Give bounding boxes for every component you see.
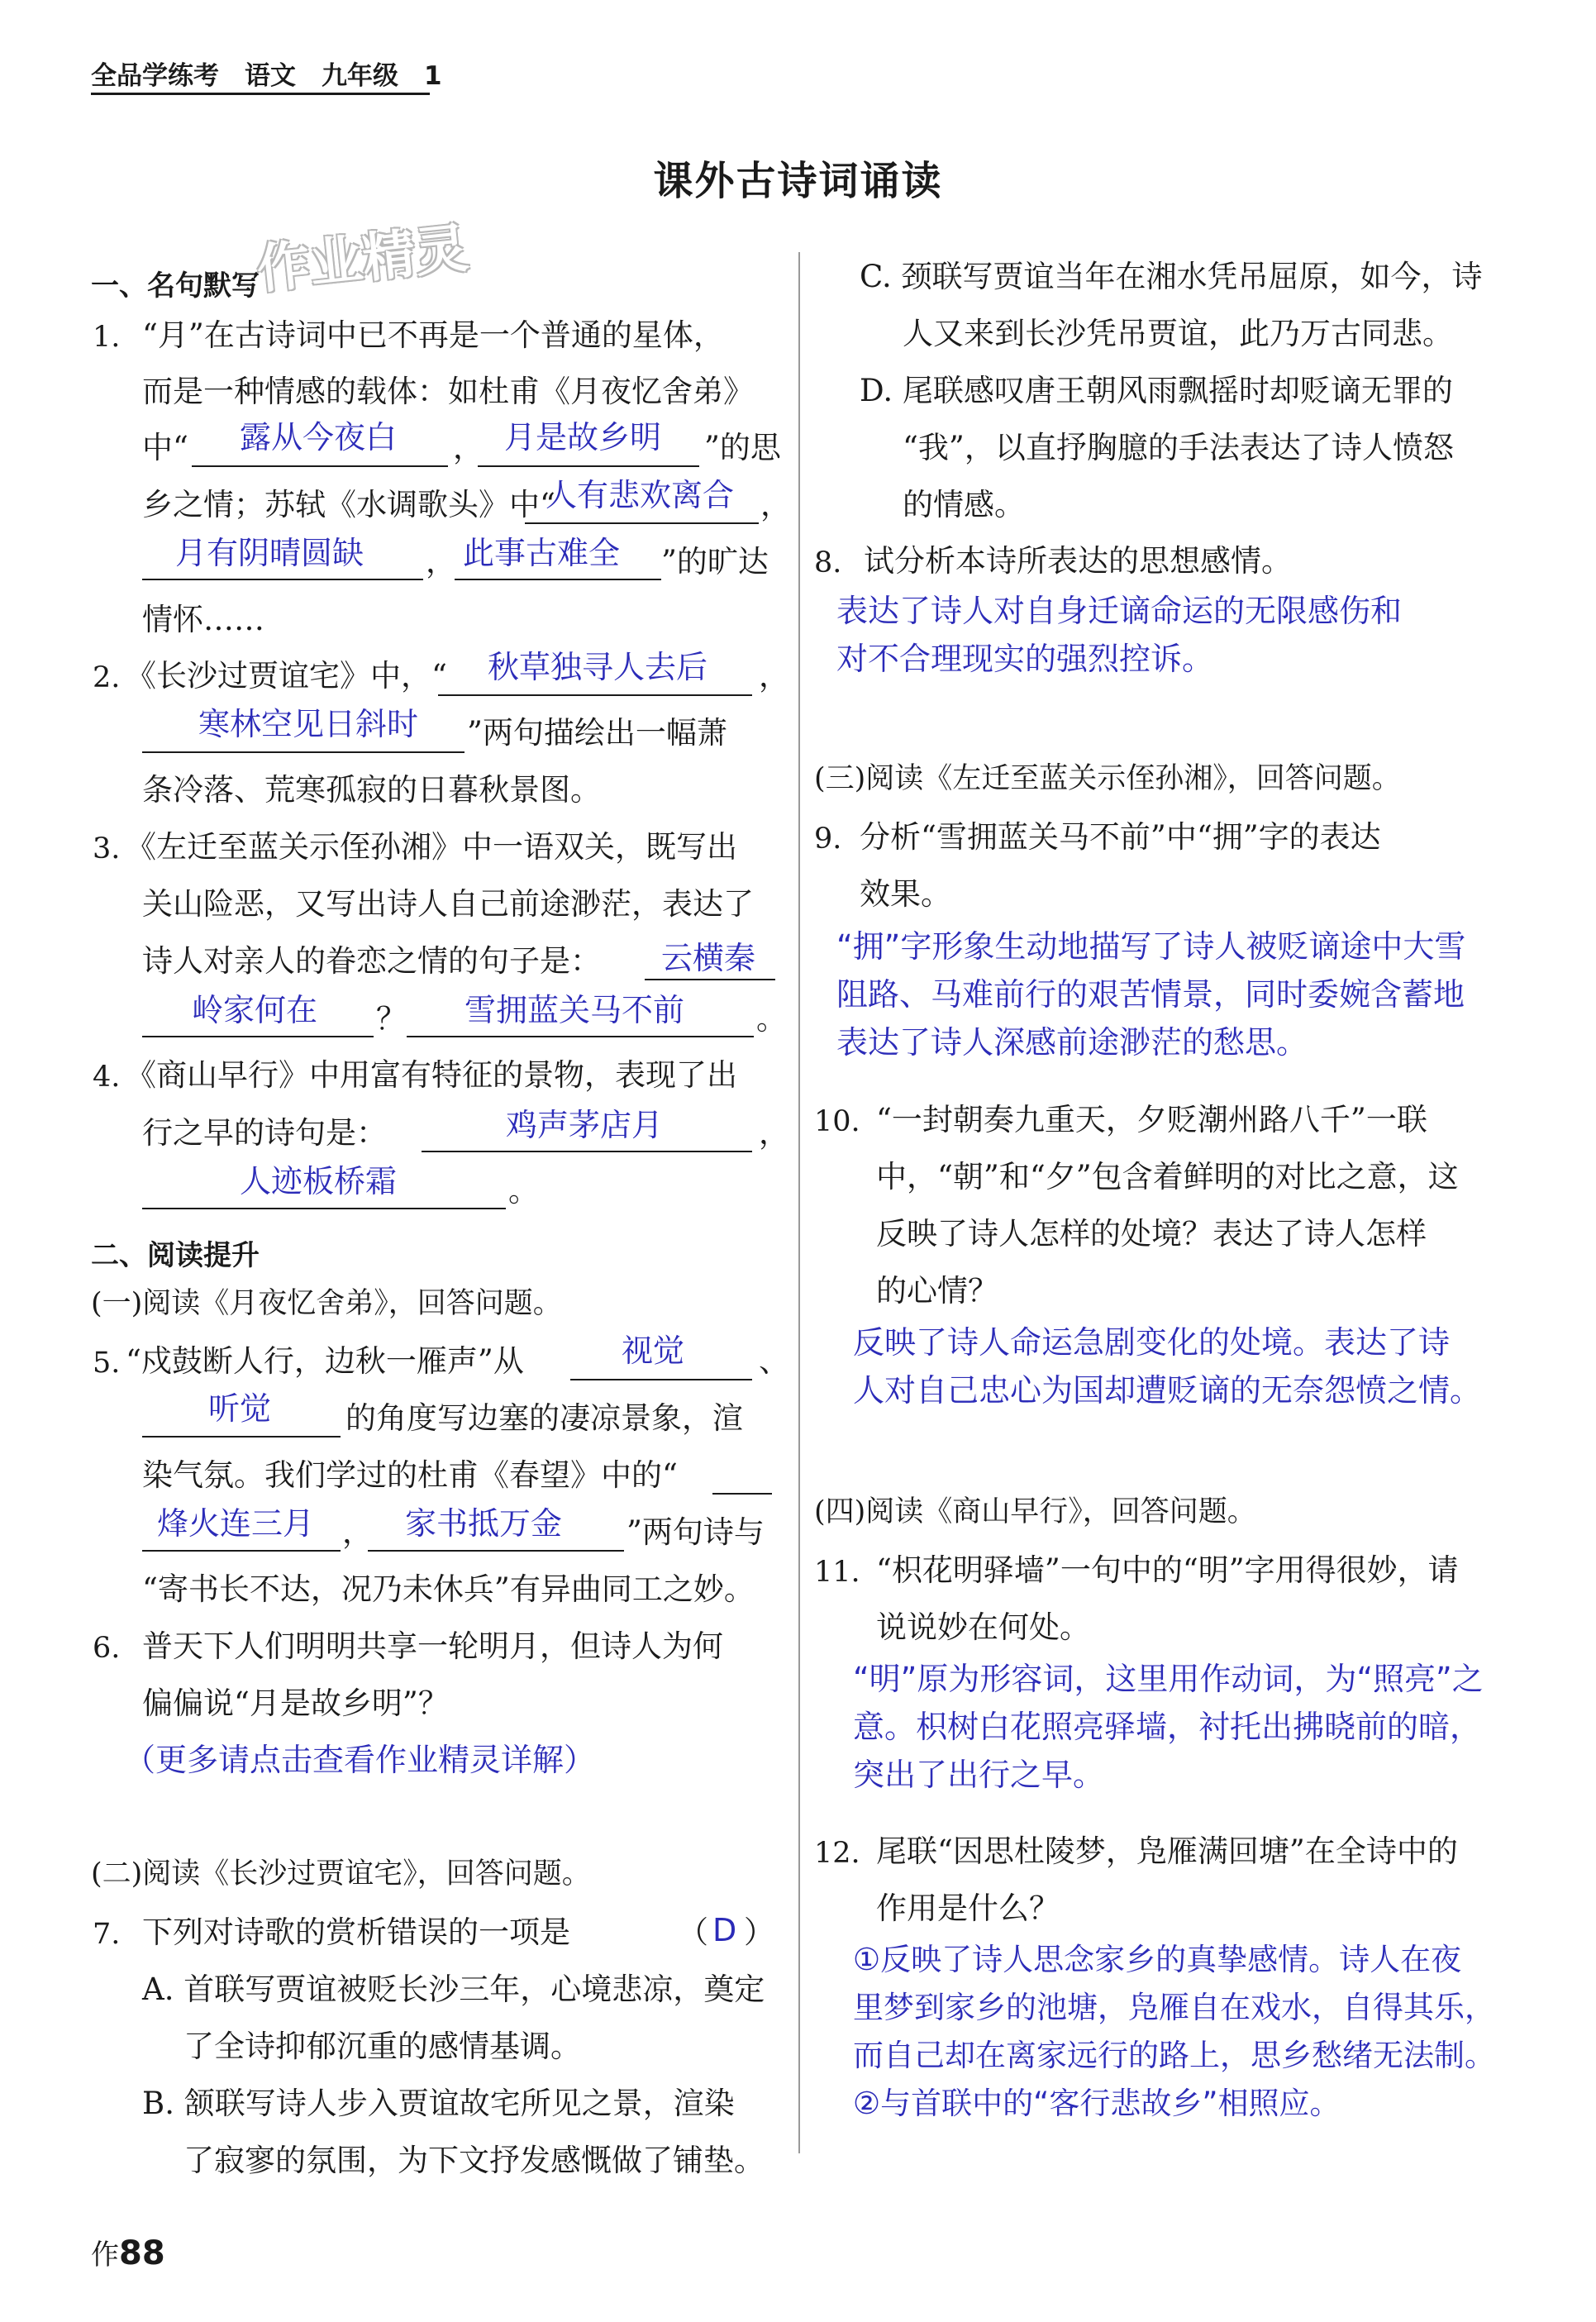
q2-line2: ”两句描绘出一幅萧 <box>467 715 727 751</box>
q5-blank1 <box>570 1379 752 1380</box>
q9-line1: 分析“雪拥蓝关马不前”中“拥”字的表达 <box>860 819 1381 855</box>
q1-blank3 <box>525 522 759 524</box>
q5-blank3 <box>142 1550 341 1552</box>
page-title: 课外古诗词诵读 <box>653 158 943 204</box>
q7-option-a-line1: A. 首联写贾谊被贬长沙三年，心境悲凉，奠定 <box>142 1972 765 2007</box>
page-number <box>91 2232 165 2272</box>
q3-answer2: 岭家何在 <box>192 992 318 1028</box>
q7-option-c-line1: C. 颈联写贾谊当年在湘水凭吊屈原，如今，诗 <box>860 259 1483 294</box>
q3-blank2 <box>142 1036 374 1037</box>
q12-answer-line4: ②与首联中的“客行悲故乡”相照应。 <box>853 2086 1341 2121</box>
q10-line4: 的心情？ <box>876 1273 998 1309</box>
q7-option-d-line3: 的情感。 <box>903 487 1025 522</box>
q5-line5: “寄书长不达，况乃未休兵”有异曲同工之妙。 <box>142 1571 755 1607</box>
page-number-value: 88 <box>119 2234 165 2272</box>
q2-blank2 <box>142 751 465 753</box>
section-heading-1: 一、名句默写 <box>91 269 260 303</box>
q6-line2: 偏偏说“月是故乡明”？ <box>142 1685 449 1721</box>
part4-heading: (四)阅读《商山早行》，回答问题。 <box>814 1495 1256 1528</box>
q3-number: 3. <box>93 832 121 865</box>
q10-number: 10. <box>814 1105 860 1138</box>
q4-blank1 <box>422 1151 752 1152</box>
q10-line1: “一封朝奏九重天，夕贬潮州路八千”一联 <box>876 1102 1427 1137</box>
q1-line2: 而是一种情感的载体：如杜甫《月夜忆舍弟》 <box>142 374 754 409</box>
part3-heading: (三)阅读《左迁至蓝关示侄孙湘》，回答问题。 <box>814 762 1401 795</box>
q12-line2: 作用是什么？ <box>876 1890 1060 1926</box>
q3-blank3 <box>407 1036 754 1037</box>
q5-answer2: 听觉 <box>208 1390 272 1427</box>
q2-answer2: 寒林空见日斜时 <box>198 706 419 742</box>
q12-line1: 尾联“因思杜陵梦，凫雁满回塘”在全诗中的 <box>876 1833 1458 1869</box>
q5-line2: 的角度写边塞的凄凉景象，渲 <box>345 1400 743 1436</box>
q7-answer: D <box>712 1912 737 1948</box>
q3-line2: 关山险恶，又写出诗人自己前途渺茫，表达了 <box>142 886 754 922</box>
q8-line1: 试分析本诗所表达的思想感情。 <box>864 543 1292 579</box>
q1-answer3: 人有悲欢离合 <box>545 477 735 513</box>
q12-answer-line1: ①反映了诗人思念家乡的真挚感情。诗人在夜 <box>853 1942 1462 1977</box>
q7-option-b-line2: 了寂寥的氛围，为下文抒发感慨做了铺垫。 <box>183 2143 765 2178</box>
q1-blank2 <box>478 465 699 467</box>
q9-answer-line2: 阻路、马难前行的艰苦情景，同时委婉含蓄地 <box>836 976 1465 1013</box>
q12-number: 12. <box>814 1837 860 1870</box>
q12-answer-line2: 里梦到家乡的池塘，凫雁自在戏水，自得其乐， <box>853 1990 1495 2025</box>
q5-number: 5. <box>93 1347 121 1380</box>
q10-line2: 中，“朝”和“夕”包含着鲜明的对比之意，这 <box>876 1159 1459 1194</box>
q1-blank5 <box>455 579 661 580</box>
q7-paren-left: （ <box>678 1914 708 1950</box>
q1-answer2: 月是故乡明 <box>504 419 662 455</box>
q8-answer-line2: 对不合理现实的强烈控诉。 <box>836 641 1214 677</box>
q3-line4a: ？ <box>376 1001 407 1037</box>
q7-stem: 下列对诗歌的赏析错误的一项是 <box>142 1914 570 1950</box>
q11-answer-line3: 突出了出行之早。 <box>853 1757 1105 1793</box>
page-label: 作 <box>91 2239 119 2272</box>
q1-answer5: 此事古难全 <box>463 535 621 571</box>
q1-answer4: 月有阴晴圆缺 <box>175 535 364 571</box>
q5-answer3: 烽火连三月 <box>157 1505 315 1542</box>
q1-number: 1. <box>93 321 121 354</box>
column-divider <box>798 252 800 2153</box>
q6-line1: 普天下人们明明共享一轮明月，但诗人为何 <box>142 1628 723 1664</box>
q7-option-b-line1: B. 颔联写诗人步入贾谊故宅所见之景，渲染 <box>142 2086 735 2121</box>
q5-line3: 染气氛。我们学过的杜甫《春望》中的“ <box>142 1457 678 1493</box>
q2-number: 2. <box>93 661 121 694</box>
q5-answer4: 家书抵万金 <box>405 1505 563 1542</box>
q5-blank4 <box>368 1550 624 1552</box>
q5-line1b: 、 <box>759 1343 789 1379</box>
watermark-logo: 作业精灵 <box>254 217 471 302</box>
q1-line1: “月”在古诗词中已不再是一个普通的星体， <box>142 317 724 353</box>
q3-line3: 诗人对亲人的眷恋之情的句子是： <box>142 943 601 979</box>
q6-answer-link[interactable]: （更多请点击查看作业精灵详解） <box>124 1742 596 1778</box>
q1-line3c: ”的思 <box>704 430 781 465</box>
q3-line1: 《左迁至蓝关示侄孙湘》中一语双关，既写出 <box>126 829 737 865</box>
header-rule <box>91 93 430 95</box>
q3-answer3: 雪拥蓝关马不前 <box>465 992 685 1028</box>
q9-answer-line1: “拥”字形象生动地描写了诗人被贬谪途中大雪 <box>836 928 1466 965</box>
q5-blank2 <box>142 1436 341 1438</box>
q3-answer1: 云横秦 <box>661 940 756 976</box>
q1-line5a: ， <box>426 544 456 579</box>
q7-number: 7. <box>93 1918 121 1951</box>
q12-answer-line3: 而自己却在离家远行的路上，思乡愁绪无法制。 <box>853 2038 1495 2073</box>
q10-answer-line2: 人对自己忠心为国却遭贬谪的无奈怨愤之情。 <box>853 1372 1482 1409</box>
q4-answer2: 人迹板桥霜 <box>240 1163 398 1199</box>
q4-number: 4. <box>93 1061 121 1094</box>
q1-line3b: ， <box>453 430 484 465</box>
q11-answer-line1: “明”原为形容词，这里用作动词，为“照亮”之 <box>853 1661 1484 1697</box>
q1-answer1: 露从今夜白 <box>240 419 398 455</box>
q3-blank1 <box>645 979 775 980</box>
q9-number: 9. <box>814 822 842 856</box>
q5-line4a: ， <box>342 1514 373 1550</box>
q4-line2b: ， <box>759 1115 789 1151</box>
q9-answer-line3: 表达了诗人深感前途渺茫的愁思。 <box>836 1024 1308 1061</box>
q11-line2: 说说妙在何处。 <box>876 1609 1090 1645</box>
q4-blank2 <box>142 1208 506 1209</box>
q2-blank1 <box>438 694 752 696</box>
q11-line1: “枳花明驿墙”一句中的“明”字用得很妙，请 <box>876 1552 1459 1588</box>
q1-line5b: ”的旷达 <box>661 544 769 579</box>
section-heading-2: 二、阅读提升 <box>91 1239 260 1272</box>
q5-line1a: “戍鼓断人行，边秋一雁声”从 <box>126 1343 524 1379</box>
q7-option-a-line2: 了全诗抑郁沉重的感情基调。 <box>183 2029 581 2064</box>
q1-blank1 <box>192 465 448 467</box>
q6-number: 6. <box>93 1632 121 1665</box>
q7-option-c-line2: 人又来到长沙凭吊贾谊，此乃万古同悲。 <box>903 316 1453 351</box>
q7-paren-right: ） <box>744 1914 774 1950</box>
q5-blank3a <box>712 1493 772 1495</box>
q1-blank4 <box>142 579 423 580</box>
q2-line1b: ， <box>759 658 789 694</box>
q7-option-d-line1: D. 尾联感叹唐王朝风雨飘摇时却贬谪无罪的 <box>860 373 1453 408</box>
part1-heading: (一)阅读《月夜忆舍弟》，回答问题。 <box>91 1287 562 1320</box>
book-header: 全品学练考 语文 九年级 1 <box>91 61 442 91</box>
q1-line4a: 乡之情；苏轼《水调歌头》中“ <box>142 487 555 522</box>
q9-line2: 效果。 <box>860 876 951 912</box>
q2-line1a: 《长沙过贾谊宅》中，“ <box>126 658 447 694</box>
q11-number: 11. <box>814 1556 860 1589</box>
q8-number: 8. <box>814 546 842 579</box>
part2-heading: (二)阅读《长沙过贾谊宅》，回答问题。 <box>91 1857 591 1890</box>
q8-answer-line1: 表达了诗人对自身迁谪命运的无限感伤和 <box>836 593 1403 629</box>
q4-line3: 。 <box>508 1173 539 1209</box>
q10-answer-line1: 反映了诗人命运急剧变化的处境。表达了诗 <box>853 1324 1451 1361</box>
q4-line1: 《商山早行》中用富有特征的景物，表现了出 <box>126 1057 737 1093</box>
q1-line3a: 中“ <box>142 430 188 465</box>
q10-line3: 反映了诗人怎样的处境？表达了诗人怎样 <box>876 1216 1427 1252</box>
q3-line4b: 。 <box>756 1001 787 1037</box>
q2-answer1: 秋草独寻人去后 <box>488 649 708 685</box>
q5-answer1: 视觉 <box>622 1333 685 1369</box>
q1-line6: 情怀…… <box>142 602 264 637</box>
q2-line3: 条冷落、荒寒孤寂的日暮秋景图。 <box>142 772 601 808</box>
q1-line4b: ， <box>760 487 791 522</box>
q11-answer-line2: 意。枳树白花照亮驿墙，衬托出拂晓前的暗， <box>853 1709 1482 1745</box>
q4-answer1: 鸡声茅店月 <box>506 1107 664 1143</box>
q7-option-d-line2: “我”，以直抒胸臆的手法表达了诗人愤怒 <box>903 430 1454 465</box>
q5-line4b: ”两句诗与 <box>626 1514 765 1550</box>
q4-line2a: 行之早的诗句是： <box>142 1115 387 1151</box>
